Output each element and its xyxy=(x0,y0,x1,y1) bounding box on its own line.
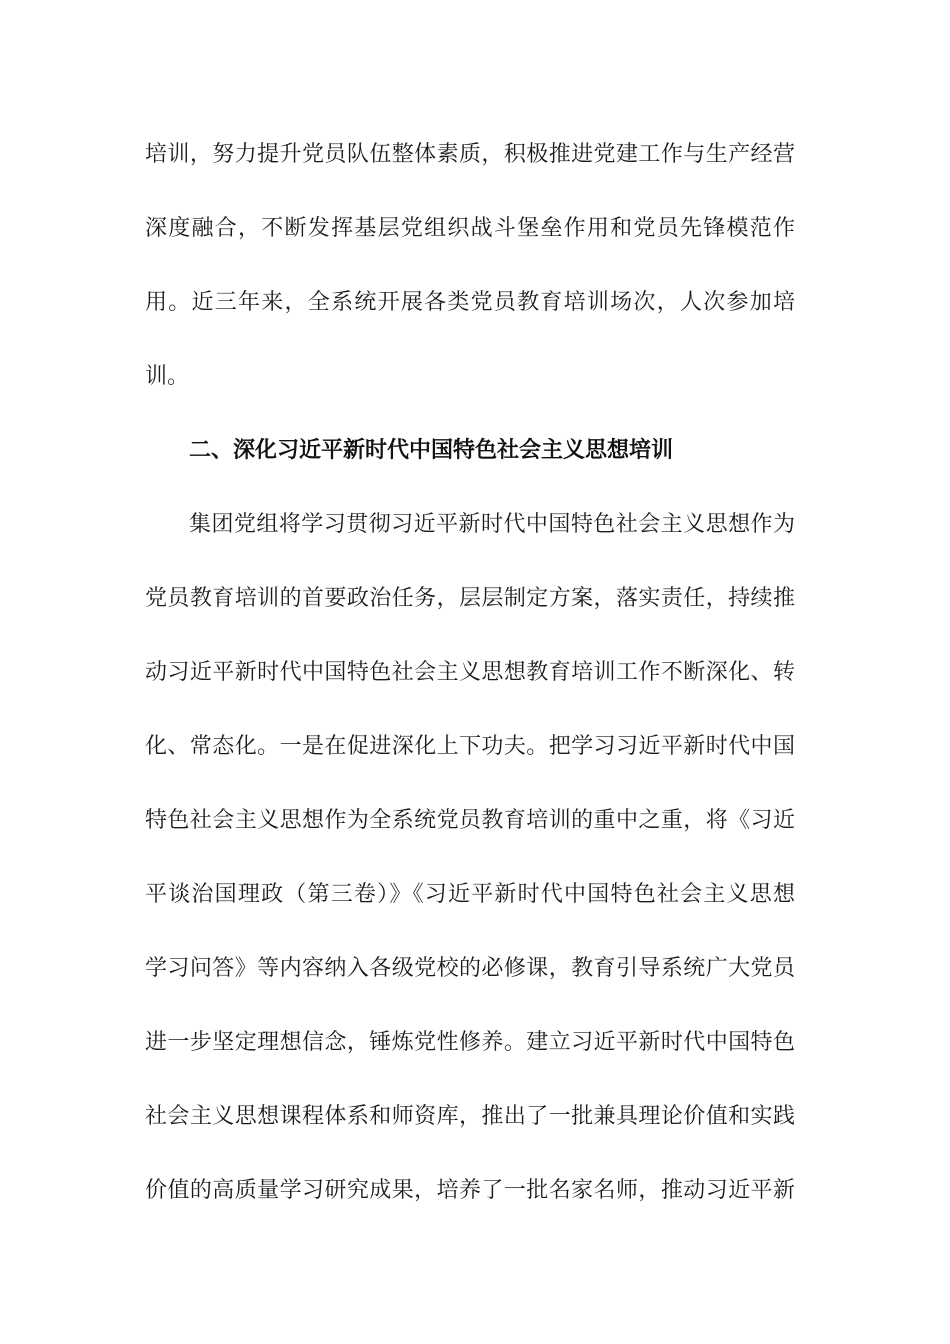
paragraph-2 xyxy=(145,488,795,1228)
paragraph-line: 动习近平新时代中国特色社会主义思想教育培训工作不断深化、转 xyxy=(145,660,795,685)
paragraph-line: 特色社会主义思想作为全系统党员教育培训的重中之重，将《习近 xyxy=(145,808,795,833)
paragraph-line: 社会主义思想课程体系和师资库，推出了一批兼具理论价值和实践 xyxy=(145,1104,795,1129)
paragraph-line: 平谈治国理政（第三卷）》《习近平新时代中国特色社会主义思想 xyxy=(145,882,795,907)
section-heading: 二、深化习近平新时代中国特色社会主义思想培训 xyxy=(189,438,674,463)
paragraph-line: 培训，努力提升党员队伍整体素质，积极推进党建工作与生产经营 xyxy=(145,142,795,167)
paragraph-line: 化、常态化。一是在促进深化上下功夫。把学习习近平新时代中国 xyxy=(145,734,795,759)
paragraph-line: 价值的高质量学习研究成果，培养了一批名家名师，推动习近平新 xyxy=(145,1178,795,1203)
paragraph-line: 深度融合，不断发挥基层党组织战斗堡垒作用和党员先锋模范作 xyxy=(145,216,795,241)
paragraph-line: 党员教育培训的首要政治任务，层层制定方案，落实责任，持续推 xyxy=(145,586,795,611)
document-body xyxy=(145,118,795,1228)
paragraph-line: 训。 xyxy=(145,364,190,389)
paragraph-line: 学习问答》等内容纳入各级党校的必修课，教育引导系统广大党员 xyxy=(145,956,795,981)
paragraph-line: 进一步坚定理想信念，锤炼党性修养。建立习近平新时代中国特色 xyxy=(145,1030,795,1055)
paragraph-1 xyxy=(145,118,795,414)
paragraph-line: 集团党组将学习贯彻习近平新时代中国特色社会主义思想作为 xyxy=(189,512,795,537)
paragraph-line: 用。近三年来，全系统开展各类党员教育培训场次，人次参加培 xyxy=(145,290,795,315)
